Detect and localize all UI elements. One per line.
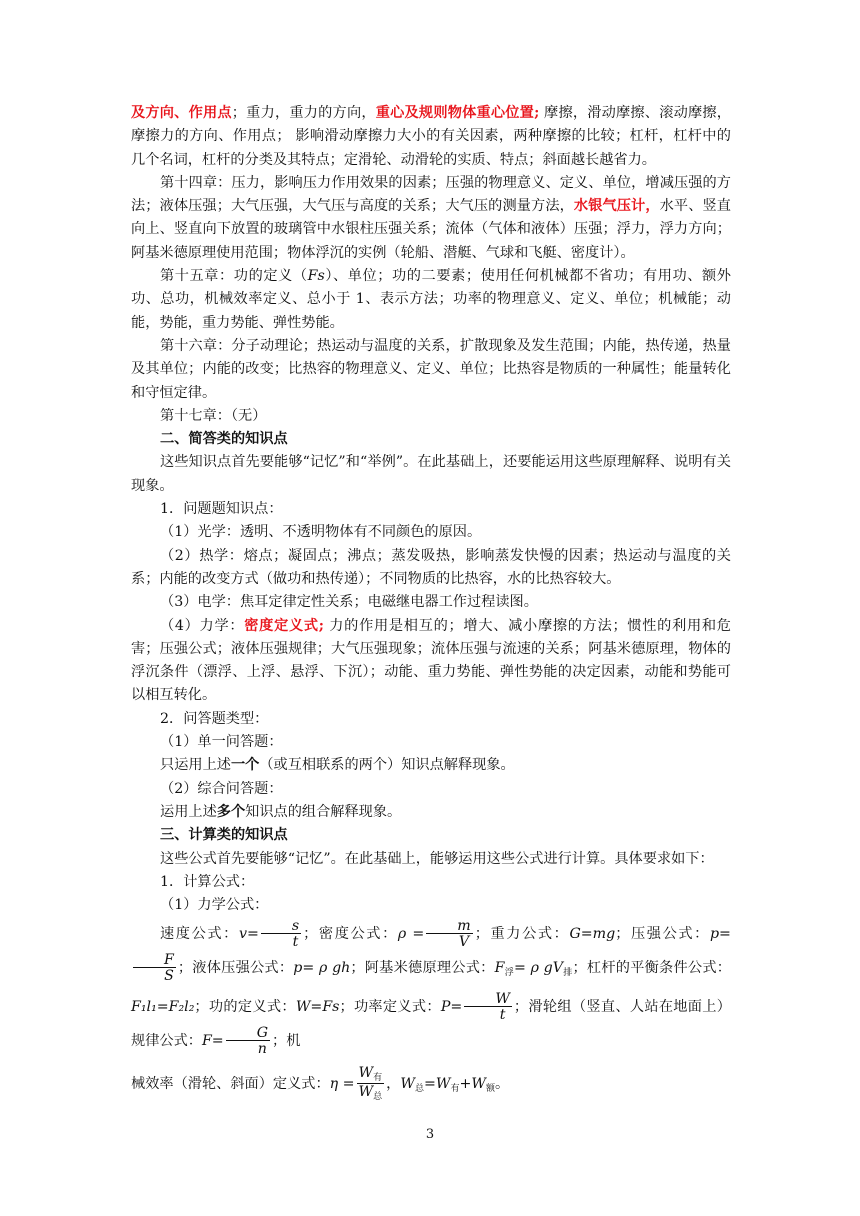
paragraph-short-answer-intro: 这些知识点首先要能够“记忆”和“举例”。在此基础上，还要能运用这些原理解释、说明有关现象。 [131,454,731,494]
formula-block: 速度公式：v= $\frac{s}{t}$ ；密度公式：ρ = $\frac{m}{V}$ ；重力公式：G=mg；压强公式：p= $\frac{F}{S}$ ；液体压强公式：p= ρ gh；阿基米德原理公式：$F_浮= \rho$ $gV_排$；杠杆的平衡条件公式：F₁l₁=F₂l₂；功的定义式：W=Fs；功率定义式：P= $\frac{W}{t}$ ；滑轮组（竖直、人站在地面上）规律公式：F= $\frac{G}{n}$ ；机 [131,918,731,1058]
combined-question-description: 运用上述多个知识点的组合解释现象。 [160,803,402,820]
efficiency-fraction: $\frac{W_有}{W_总}$ [358,1065,383,1103]
density-fraction: $\frac{m}{V}$ [426,919,472,949]
list-item-mechanics-formulas: （1）力学公式： [160,897,269,914]
list-item-combined-question: （2）综合问答题： [160,780,283,797]
list-item-optics: （1）光学：透明、不透明物体有不同颜色的原因。 [160,524,482,541]
efficiency-formula-line: 械效率（滑轮、斜面）定义式：η = $\frac{W_有}{W_总}$ ，$W_总=W_有+W_额$。 [131,1065,510,1103]
speed-fraction: $\frac{s}{t}$ [261,919,301,949]
page-content [131,102,731,1111]
paragraph-mechanics-continued: 及方向、作用点；重力，重力的方向，重心及规则物体重心位置; 摩擦，滑动摩擦、滚动摩擦，摩擦力的方向、作用点； 影响滑动摩擦力大小的有关因素，两种摩擦的比较；杠杆，杠杆中的几个名词，杠杆的分类及其特点；定滑轮、动滑轮的实质、特点；斜面越长越省力。 [131,105,731,168]
page-number: 3 [425,1127,435,1142]
list-item-mechanics: （4）力学：密度定义式; 力的作用是相互的；增大、减小摩擦的方法；惯性的利用和危害；压强公式；液体压强规律；大气压强现象；流体压强与流速的关系；阿基米德原理，物体的浮沉条件（漂浮、上浮、悬浮、下沉）；动能、重力势能、弹性势能的决定因素，动能和势能可以相互转化。 [131,617,731,704]
power-fraction: $\frac{W}{t}$ [464,992,512,1022]
pressure-fraction: $\frac{F}{S}$ [133,953,176,983]
list-heading-question-types: 2．问答题类型： [160,710,269,727]
list-heading-question-points: 1．问题题知识点： [160,501,283,518]
pulley-fraction: $\frac{G}{n}$ [226,1026,270,1056]
paragraph-chapter-15: 第十五章：功的定义（Fs）、单位；功的二要素；使用任何机械都不省功；有用功、额外功、总功，机械效率定义、总小于 1、表示方法；功率的物理意义、定义、单位；机械能；动能，势能，重力势能、弹性势能。 [131,268,731,331]
highlight-center-of-gravity: 重心及规则物体重心位置; [375,105,540,121]
highlight-mercury-barometer: 水银气压计， [573,198,660,215]
paragraph-calculation-intro: 这些公式首先要能够“记忆”。在此基础上，能够运用这些公式进行计算。具体要求如下： [160,850,714,867]
highlight-direction-point: 及方向、作用点 [131,105,232,121]
section-heading-short-answer: 二、简答类的知识点 [160,431,288,448]
paragraph-chapter-14: 第十四章：压力，影响压力作用效果的因素；压强的物理意义、定义、单位，增减压强的方法；液体压强；大气压强，大气压与高度的关系；大气压的测量方法，水银气压计，水平、竖直向上、竖直向下放置的玻璃管中水银柱压强关系；流体（气体和液体）压强；浮力，浮力方向；阿基米德原理使用范围；物体浮沉的实例（轮船、潜艇、气球和飞艇、密度计）。 [131,174,731,261]
list-item-single-question: （1）单一问答题： [160,734,283,751]
single-question-description: 只运用上述一个（或互相联系的两个）知识点解释现象。 [160,757,515,774]
list-item-electricity: （3）电学：焦耳定律定性关系；电磁继电器工作过程读图。 [160,594,538,611]
paragraph-chapter-17: 第十七章：（无） [160,407,267,424]
list-item-thermal: （2）热学：熔点；凝固点；沸点；蒸发吸热，影响蒸发快慢的因素；热运动与温度的关系；内能的改变方式（做功和热传递）；不同物质的比热容，水的比热容较大。 [131,547,731,587]
list-heading-formulas: 1．计算公式： [160,873,255,890]
highlight-density-definition: 密度定义式; [244,617,325,634]
paragraph-chapter-16: 第十六章：分子动理论；热运动与温度的关系，扩散现象及发生范围；内能，热传递，热量及其单位；内能的改变；比热容的物理意义、定义、单位；比热容是物质的一种属性；能量转化和守恒定律。 [131,337,731,401]
section-heading-calculation: 三、计算类的知识点 [160,827,288,844]
